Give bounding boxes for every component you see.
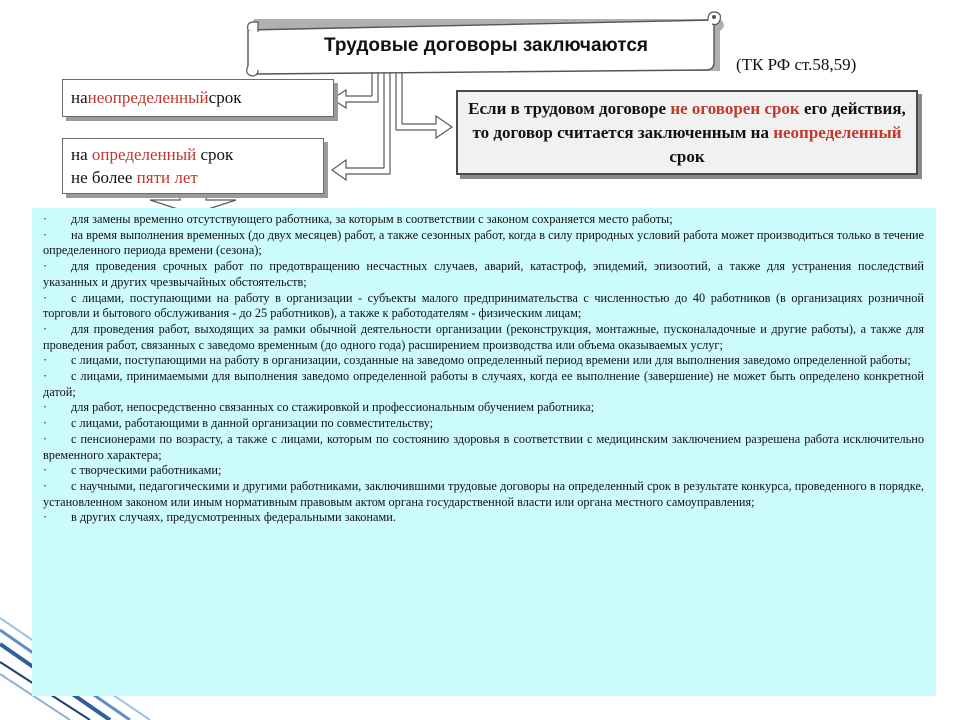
list-item: · с научными, педагогическими и другими работниками, заключившими трудовые договоры на определенный срок в результате конкурса, проведенного в порядке, установленном законом или иным нормативным правовым актом органа государственной власти или органа местного самоуправления; [43,478,924,509]
max-term-highlight: пяти лет [136,168,198,187]
list-item: · на время выполнения временных (до двух месяцев) работ, а также сезонных работ, когда в силу природных условий работа может производиться только в течение определенного периода времени (сезона); [43,227,924,258]
definite-prefix: на [71,145,92,164]
note-highlight-1: не оговорен срок [670,98,800,118]
list-item: · для проведения срочных работ по предотвращению несчастных случаев, аварий, катастроф, эпидемий, эпизоотий, а также для устранения последствий указанных и других чрезвычайных обстоятельств; [43,259,924,289]
indefinite-suffix: срок [208,88,242,107]
definite-line-1 [71,143,323,166]
indefinite-highlight: неопределенный [87,88,209,107]
list-item: · в других случаях, предусмотренных федеральными законами. [43,510,396,525]
indefinite-prefix: на [71,88,88,107]
list-item: · для проведения работ, выходящих за рамки обычной деятельности организации (реконструкция, монтажные, пусконаладочные и другие работы), а также для проведения работ, связанных с заведомо временным (до одного года) расширением производства или объема оказываемых услуг; [43,321,924,352]
definite-line-2 [71,166,323,189]
note-highlight-2: неопределенный [773,122,902,142]
indefinite-term-box [62,79,334,117]
note-part-1: Если в трудовом договоре [468,98,671,118]
list-item: · с лицами, поступающими на работу в организации - субъекты малого предпринимательства с численностью до 40 работников (в организациях розничной торговли и бытового обслуживания - до 25 работников), а также к работодателям - физическим лицам; [43,290,924,321]
list-item: · с творческими работниками; [43,463,222,478]
definite-suffix: срок [196,145,234,164]
definite-term-box [62,138,324,194]
law-reference: (ТК РФ ст.58,59) [736,55,857,74]
definite-highlight: определенный [91,145,197,164]
list-item: · с лицами, работающими в данной организации по совместительству; [43,416,434,431]
list-item: · для замены временно отсутствующего работника, за которым в соответствии с законом сохраняется место работы; [43,212,673,226]
default-term-note [456,90,918,175]
note-part-2: его действия, то договор считается заключенным на [472,98,906,142]
list-item: · с лицами, принимаемыми для выполнения заведомо определенной работы в случаях, когда ее выполнение (завершение) не может быть определено конкретной датой; [43,369,924,399]
list-item: · для работ, непосредственно связанных со стажировкой и профессиональным обучением работника; [43,400,595,415]
max-term-prefix: не более [71,168,137,187]
note-part-3: срок [669,146,705,166]
list-item: · с лицами, поступающими на работу в организации, созданные на заведомо определенный период времени или для выполнения заведомо определенной работы; [43,353,911,368]
list-item: · с пенсионерами по возрасту, а также с лицами, которым по состоянию здоровья в соответствии с медицинским заключением разрешена работа исключительно временного характера; [43,431,924,462]
page-title: Трудовые договоры заключаются [324,35,648,56]
fixed-term-cases-list [32,208,936,696]
